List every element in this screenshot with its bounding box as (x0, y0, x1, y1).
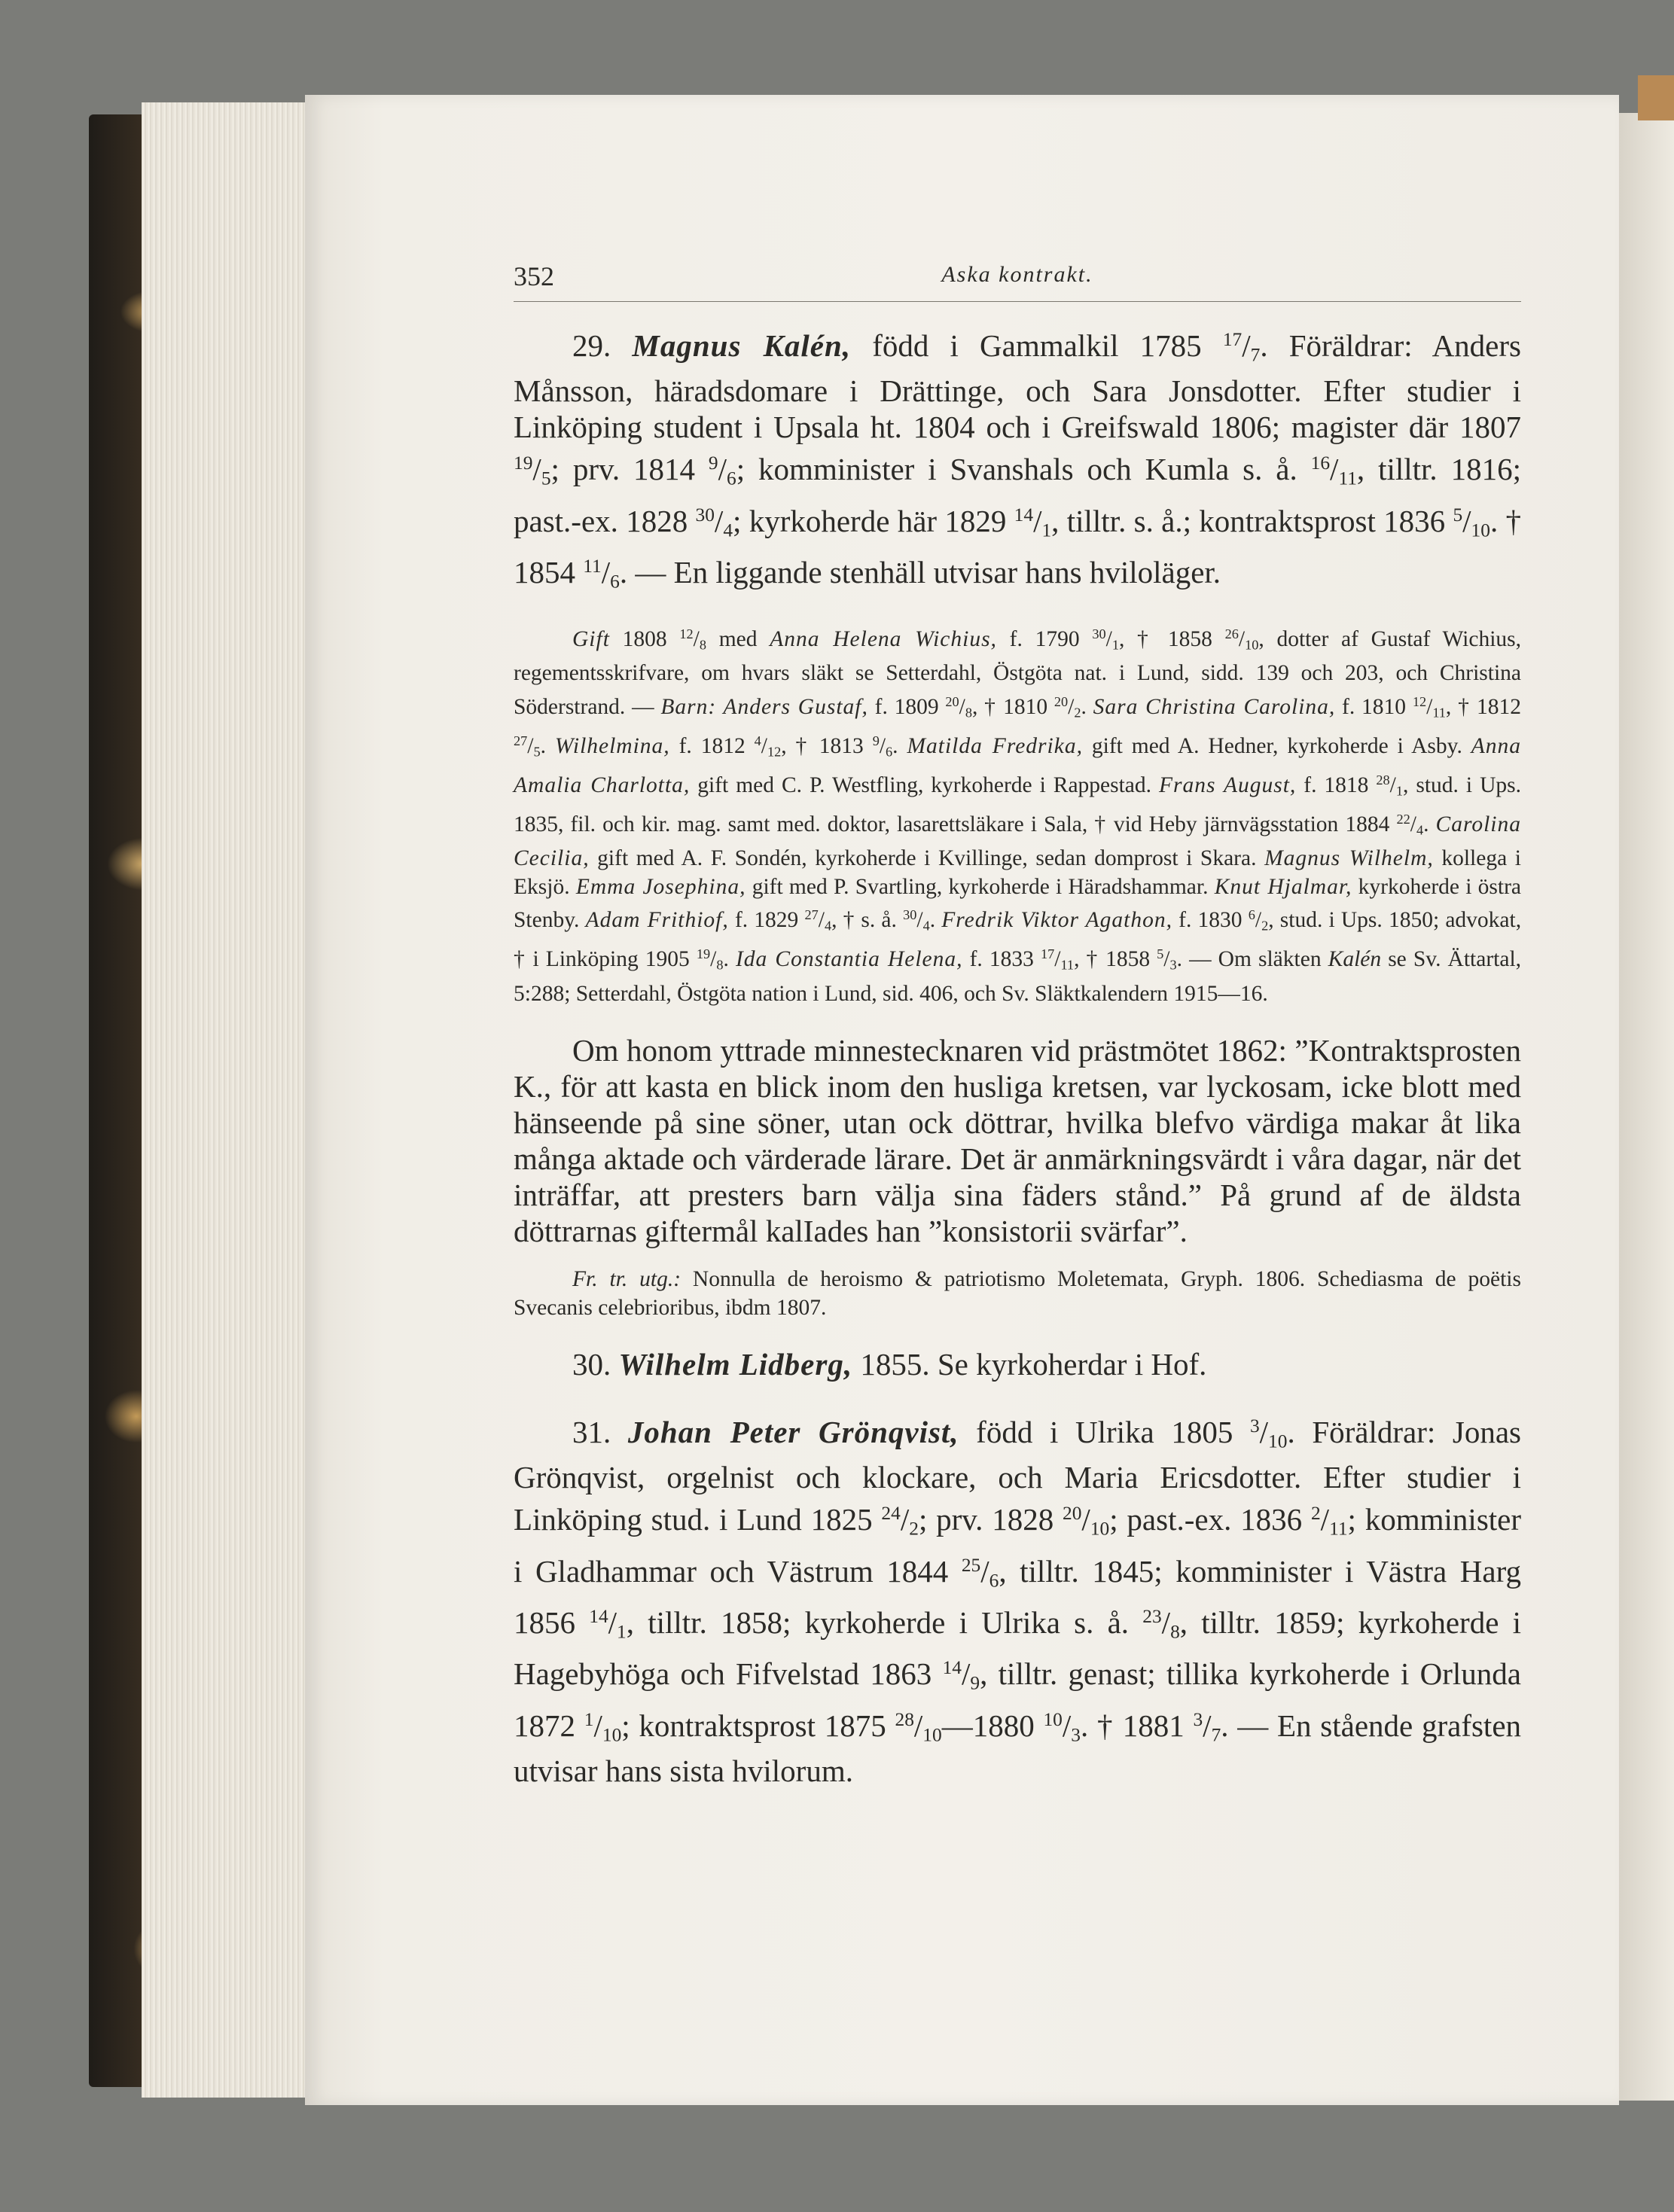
adjacent-page (1619, 113, 1674, 2101)
running-header (514, 256, 1521, 302)
entry-name: Johan Peter Grönqvist, (627, 1414, 959, 1449)
entry-name: Wilhelm Lidberg, (618, 1347, 853, 1382)
page-content (514, 256, 1521, 1789)
page-stack-edge (142, 102, 330, 2098)
memorial-quote-paragraph: Om honom yttrade minnestecknaren vid prästmötet 1862: ”Kontraktsprosten K., för att kasta en blick inom den husliga kretsen, var lyckosam, icke blott med hänseende på sine söner, utan ock döttrar, hvilka blefvo värdiga makar åt lika många aktade och värderade lärare. Det är anmärkningsvärdt i våra dagar, när det inträffar, att presters barn välja sina fäders stånd.” På grund af de äldsta döttrarnas giftermål kalIades han ”konsistorii svärfar”. (514, 1033, 1521, 1249)
entry-31: 31. Johan Peter Grönqvist, född i Ulrika 1805 $^3/_{10}$. Föräldrar: Jonas Grönqvist, orgelnist och klockare, och Maria Ericsdotter. Efter studier i Linköping stud. i Lund 1825 $^{24}/_2$; prv. 1828 $^{20}/_{10}$; past.-ex. 1836 $^2/_{11}$; komminister i Gladhammar och Västrum 1844 $^{25}/_6$, tilltr. 1845; komminister i Västra Harg 1856 $^{14}/_1$, tilltr. 1858; kyrkoherde i Ulrika s. å. $^{23}/_8$, tilltr. 1859; kyrkoherde i Hagebyhöga och Fifvelstad 1863 $^{14}/_9$, tilltr. genast; tillika kyrkoherde i Orlunda 1872 $^1/_{10}$; kontraktsprost 1875 $^{28}/_{10}—1880$ $^{10}/_3$. † 1881 $^3/_7$. — En stående grafsten utvisar hans sista hvilorum. (514, 1414, 1522, 1788)
entry-30: 30. Wilhelm Lidberg, 1855. Se kyrkoherdar i Hof. (572, 1347, 1207, 1382)
page-number: 352 (514, 261, 554, 291)
adjacent-cover-edge (1638, 75, 1674, 120)
entry-29: 29. Magnus Kalén, född i Gammalkil 1785 $^{17}/_7$. Föräldrar: Anders Månsson, häradsdomare i Drättinge, och Sara Jonsdotter. Efter studier i Linköping student i Upsala ht. 1804 och i Greifswald 1806; magister där 1807 $^{19}/_5$; prv. 1814 $^9/_6$; komminister i Svanshals och Kumla s. å. $^{16}/_{11}$, tilltr. 1816; past.-ex. 1828 $^{30}/_4$; kyrkoherde här 1829 $^{14}/_1$, tilltr. s. å.; kontraktsprost 1836 $^5/_{10}$. † 1854 $^{11}/_6$. — En liggande stenhäll utvisar hans hviloläger. (514, 328, 1521, 593)
running-title: Aska kontrakt. (941, 262, 1093, 287)
works-paragraph: Fr. tr. utg.: Nonnulla de heroismo & patriotismo Moletemata, Gryph. 1806. Schediasma de poëtis Svecanis celebrioribus, ibdm 1807. (514, 1267, 1521, 1320)
entry-29-family: Gift 1808 $^{12}/_8$ med Anna Helena Wichius, f. 1790 $^{30}/_1$, † 1858 $^{26}/_{10}$, dotter af Gustaf Wichius, regementsskrifvare, om hvars släkt se Setterdahl, Östgöta nat. i Lund, sidd. 139 och 203, och Christina Söderstrand. — Barn: Anders Gustaf, f. 1809 $^{20}/_8$, † 1810 $^{20}/_2$. Sara Christina Carolina, f. 1810 $^{12}/_{11}$, † 1812 $^{27}/_5$. Wilhelmina, f. 1812 $^4/_{12}$, † 1813 $^9/_6$. Matilda Fredrika, gift med A. Hedner, kyrkoherde i Asby. Anna Amalia Charlotta, gift med C. P. Westfling, kyrkoherde i Rappestad. Frans August, f. 1818 $^{28}/_1$, stud. i Ups. 1835, fil. och kir. mag. samt med. doktor, lasarettsläkare i Sala, † vid Heby järnvägsstation 1884 $^{22}/_4$. Carolina Cecilia, gift med A. F. Sondén, kyrkoherde i Kvillinge, sedan domprost i Skara. Magnus Wilhelm, kollega i Eksjö. Emma Josephina, gift med P. Svartling, kyrkoherde i Häradshammar. Knut Hjalmar, kyrkoherde i östra Stenby. Adam Frithiof, f. 1829 $^{27}/_4$, † s. å. $^{30}/_4$. Fredrik Viktor Agathon, f. 1830 $^6/_2$, stud. i Ups. 1850; advokat, † i Linköping 1905 $^{19}/_8$. Ida Constantia Helena, f. 1833 $^{17}/_{11}$, † 1858 $^5/_3$. — Om släkten Kalén se Sv. Ättartal, 5:288; Setterdahl, Östgöta nation i Lund, sid. 406, och Sv. Släktkalendern 1915—16. (514, 626, 1522, 1006)
entry-name: Magnus Kalén, (632, 328, 852, 363)
